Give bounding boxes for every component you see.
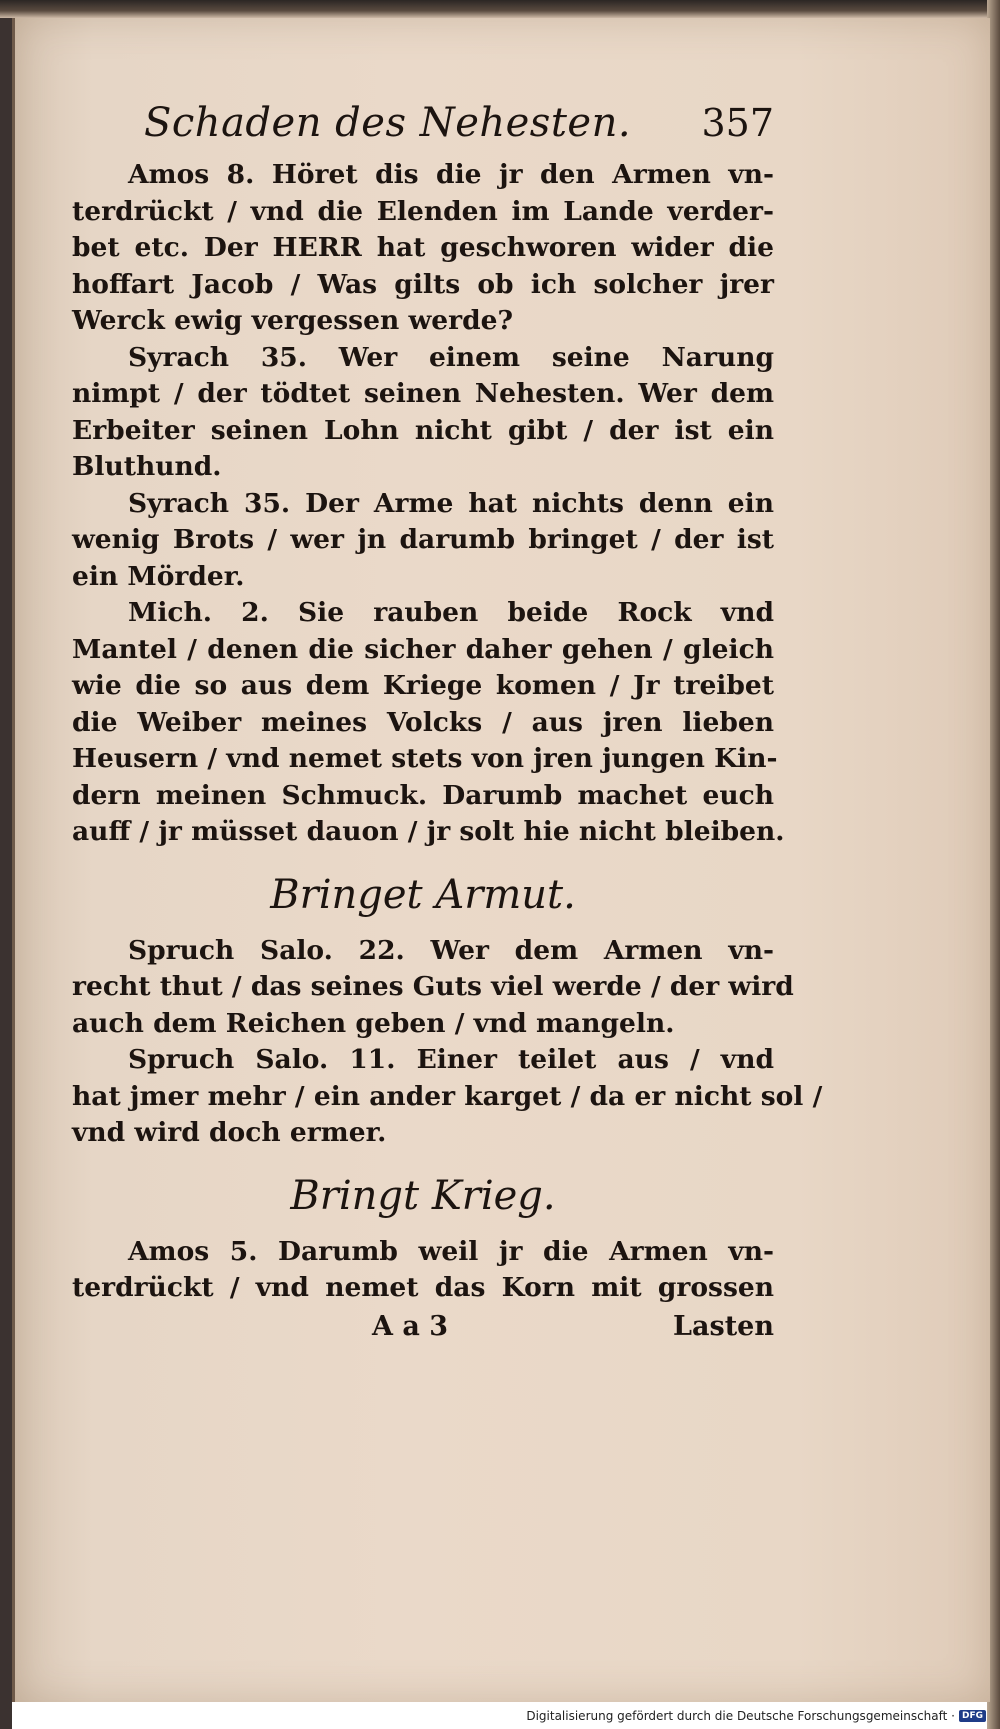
line: terdrückt / vnd die Elenden im Lande verder- <box>72 195 774 227</box>
section-heading-bringet-armut: Bringet Armut. <box>270 871 576 918</box>
line: Mantel / denen die sicher daher gehen / gleich <box>72 633 774 665</box>
line: Heusern / vnd nemet stets von jren jungen Kin- <box>72 743 778 774</box>
line: Bluthund. <box>72 451 222 482</box>
paragraph-amos-8 <box>72 157 774 340</box>
line: Mich. 2. Sie rauben beide Rock vnd <box>128 597 774 628</box>
dfg-logo: DFG <box>959 1710 986 1722</box>
section-heading-bringt-krieg: Bringt Krieg. <box>290 1172 556 1219</box>
section-1 <box>72 157 785 851</box>
paragraph-mich-2 <box>72 595 785 851</box>
line: terdrückt / vnd nemet das Korn mit grossen <box>72 1272 774 1303</box>
signature-mark: A a 3 <box>372 1310 449 1342</box>
page-number: 357 <box>701 101 774 145</box>
line: Erbeiter seinen Lohn nicht gibt / der ist ein <box>72 414 774 446</box>
credit-text: Digitalisierung gefördert durch die Deutsche Forschungsgemeinschaft · <box>526 1709 955 1723</box>
paragraph-syrach-35b <box>72 486 774 596</box>
digitization-credit <box>526 1709 986 1723</box>
line: ein Mörder. <box>72 560 245 592</box>
book-spine <box>0 0 12 1729</box>
line: hat jmer mehr / ein ander karget / da er nicht sol / <box>72 1080 823 1112</box>
paragraph-amos-5 <box>72 1234 774 1307</box>
paragraph-syrach-35a <box>72 340 774 486</box>
page-footer-line <box>72 1309 774 1345</box>
top-edge <box>0 0 1000 18</box>
paragraph-spruch-22 <box>72 933 794 1043</box>
line: bet etc. Der HERR hat geschworen wider die <box>72 232 774 263</box>
section-3 <box>72 1234 774 1307</box>
line: hoffart Jacob / Was gilts ob ich solcher jrer <box>72 268 774 300</box>
running-head-title: Schaden des Nehesten. <box>144 100 632 146</box>
line: dern meinen Schmuck. Darumb machet euch <box>72 779 774 811</box>
line: auff / jr müsset dauon / jr solt hie nicht bleiben. <box>72 816 785 847</box>
line: Werck ewig vergessen werde? <box>72 305 513 336</box>
line: Syrach 35. Der Arme hat nichts denn ein <box>128 487 774 519</box>
line: vnd wird doch ermer. <box>72 1117 387 1148</box>
line: Spruch Salo. 11. Einer teilet aus / vnd <box>128 1044 774 1075</box>
line: die Weiber meines Volcks / aus jren lieben <box>72 706 774 738</box>
line: Amos 8. Höret dis die jr den Armen vn- <box>128 159 774 190</box>
line: wenig Brots / wer jn darumb bringet / der ist <box>72 524 774 555</box>
catchword: Lasten <box>673 1310 774 1342</box>
line: auch dem Reichen geben / vnd mangeln. <box>72 1007 675 1039</box>
line: Spruch Salo. 22. Wer dem Armen vn- <box>128 934 774 966</box>
line: wie die so aus dem Kriege komen / Jr treibet <box>72 670 774 701</box>
line: Amos 5. Darumb weil jr die Armen vn- <box>128 1235 774 1267</box>
line: Syrach 35. Wer einem seine Narung <box>128 341 774 373</box>
running-head <box>72 95 774 157</box>
line: recht thut / das seines Guts viel werde / der wird <box>72 971 794 1002</box>
paragraph-spruch-11 <box>72 1042 823 1152</box>
section-2 <box>72 933 823 1152</box>
page-text <box>72 95 823 1345</box>
line: nimpt / der tödtet seinen Nehesten. Wer dem <box>72 378 774 409</box>
